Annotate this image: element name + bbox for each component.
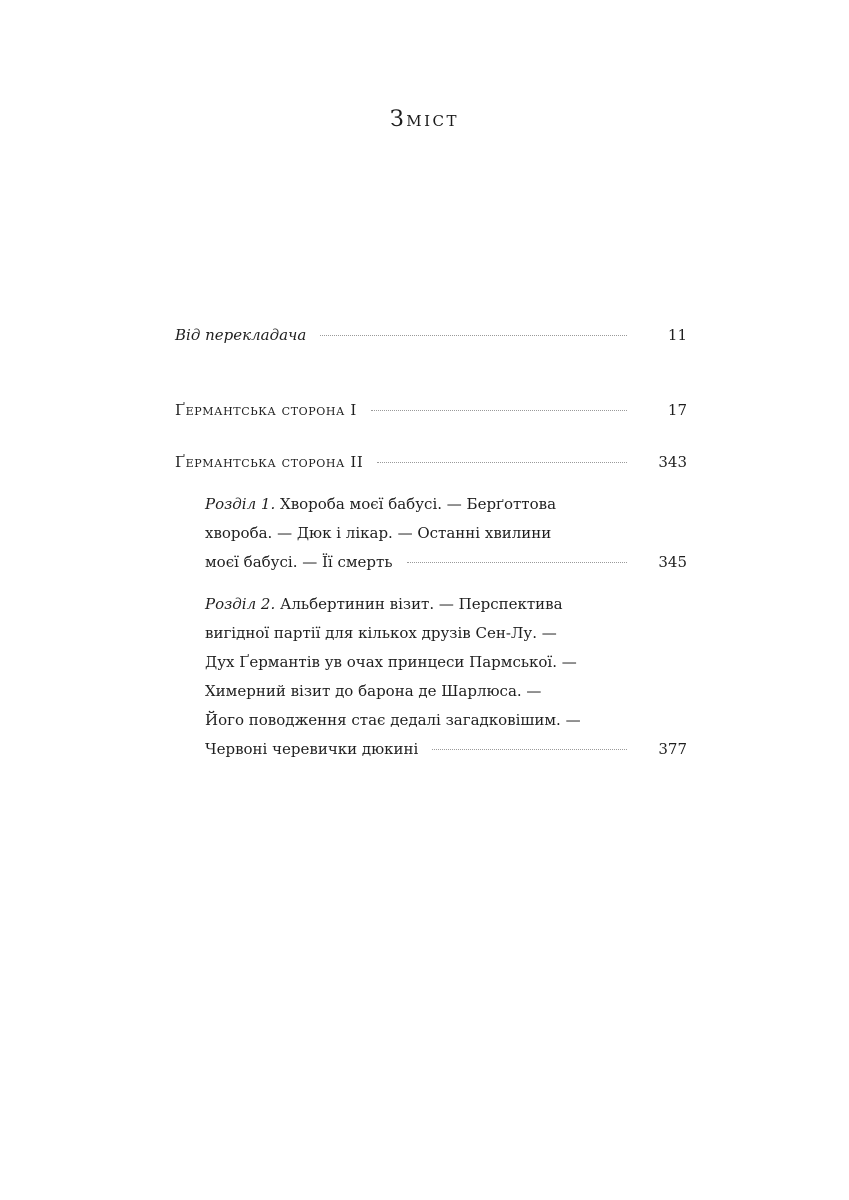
chapter-line: Його поводження стає дедалі загадковішим. — [205, 711, 581, 729]
dot-leader [377, 461, 627, 463]
chapter-line: Дух Ґермантів ув очах принцеси Пармської. — [205, 653, 577, 671]
toc-entry-page: 11 [667, 326, 687, 344]
chapter-prefix: Розділ 2. [205, 595, 276, 613]
toc-entry-part-2[interactable] [175, 448, 687, 477]
chapter-line: вигідної партії для кількох друзів Сен-Лу. — [205, 624, 557, 642]
dot-leader [432, 748, 627, 750]
toc-entry-part-1[interactable] [175, 396, 687, 425]
toc-entry-label: Ґермантська сторона II [175, 453, 364, 471]
chapter-prefix: Розділ 1. [205, 495, 276, 513]
chapter-last-line: моєї бабусі. — Її смерть 345 [205, 548, 687, 577]
chapter-last-line: Червоні черевички дюкині 377 [205, 735, 687, 764]
chapter-line: Розділ 1. Хвороба моєї бабусі. — Берґоттова [205, 495, 557, 513]
dot-leader [320, 334, 627, 336]
toc-chapter-1[interactable] [205, 490, 687, 577]
chapter-line: хвороба. — Дюк і лікар. — Останні хвилини [205, 524, 552, 542]
toc-entry-label: Ґермантська сторона I [175, 401, 357, 419]
page-title: Зміст [390, 107, 459, 132]
chapter-line: Розділ 2. Альбертинин візит. — Перспектива [205, 595, 563, 613]
toc-entry-translator-note[interactable] [175, 321, 687, 350]
toc-chapter-2[interactable] [205, 590, 687, 764]
dot-leader [407, 561, 628, 563]
toc-entry-page: 345 [658, 553, 687, 571]
toc-entry-label: Від перекладача [175, 326, 307, 344]
dot-leader [371, 409, 627, 411]
toc-entry-page: 17 [667, 401, 687, 419]
chapter-line: Химерний візит до барона де Шарлюса. — [205, 682, 542, 700]
toc-entry-page: 377 [658, 740, 687, 758]
toc-entry-page: 343 [658, 453, 687, 471]
